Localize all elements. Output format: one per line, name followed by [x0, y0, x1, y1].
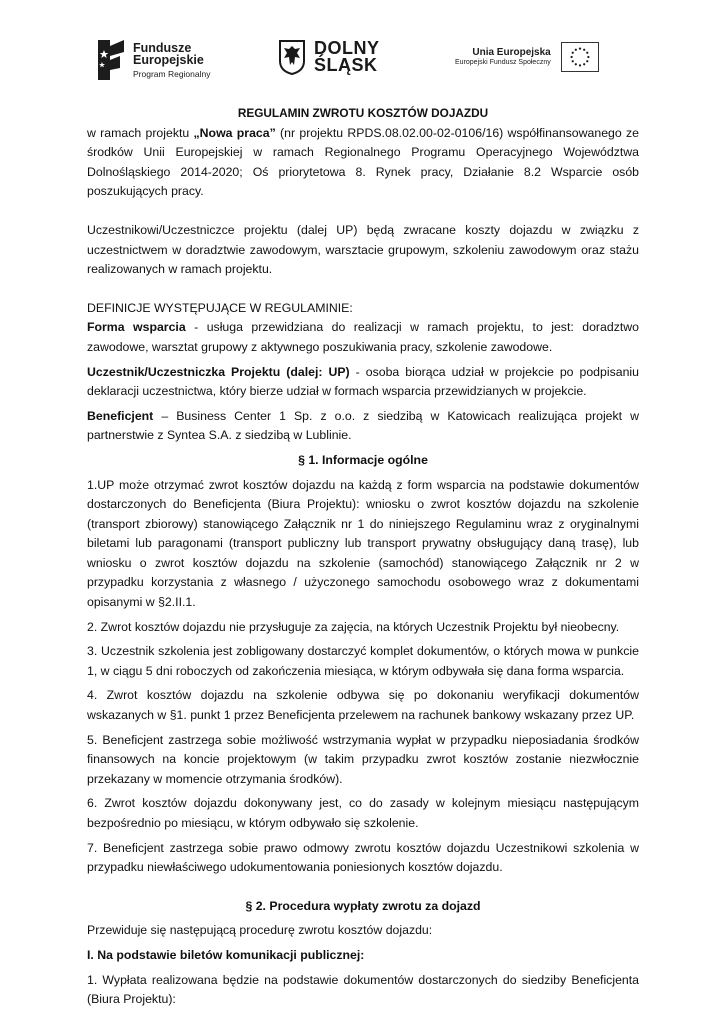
definition-text: - usługa przewidziana do realizacji w ramach projektu, to jest: doradztwo zawodowe, warsztat grupowy z aktywnego poszukiwania pracy, szkolenie zawodowe. — [87, 320, 639, 354]
section1-item: 1.UP może otrzymać zwrot kosztów dojazdu na każdą z form wsparcia na podstawie dokumentów dostarczonych do Beneficjenta (Biura Projektu): wniosku o zwrot kosztów dojazdu na szkolenie (transport zbiorowy) stanowiącego Załącznik nr 1 do niniejszego Regulaminu wraz z oryginalnymi biletami lub paragonami (transport publiczny lub transport prywatny obsługujący daną trasę), lub wniosku o zwrot kosztów dojazdu na szkolenie (samochód) stanowiącego Załącznik nr 2 w przypadku korzystania z własnego / użyczonego samochodu osobowego wraz z dokumentami opisanymi w §2.II.1. — [87, 477, 639, 610]
definition-item — [87, 363, 639, 402]
fundusze-europejskie-logo — [96, 36, 210, 84]
definition-text: – Business Center 1 Sp. z o.o. z siedzibą w Katowicach realizująca projekt w partnerstwie z Syntea S.A. z siedzibą w Lublinie. — [87, 408, 639, 443]
fundusze-line1: Fundusze — [133, 40, 192, 55]
participants-paragraph: Uczestnikowi/Uczestniczce projektu (dalej UP) będą zwracane koszty dojazdu w związku z uczestnictwem w doradztwie zawodowym, warsztacie grupowym, szkoleniu zawodowym oraz stażu realizowanych w ramach projektu. — [87, 222, 639, 277]
section1-item: 7. Beneficjent zastrzega sobie prawo odmowy zwrotu kosztów dojazdu Uczestnikowi szkolenia w przypadku niewłaściwego udokumentowania poniesionych kosztów dojazdu. — [87, 840, 639, 875]
slask-text: ŚLĄSK — [314, 55, 378, 75]
unia-europejska-logo — [455, 42, 599, 72]
section1-item: 3. Uczestnik szkolenia jest zobligowany dostarczyć komplet dokumentów, o których mowa w punkcie 1, w ciągu 5 dni roboczych od zakończenia miesiąca, w którym odbywała się dana forma wsparcia. — [87, 644, 639, 678]
fundusze-line3: Program Regionalny — [133, 68, 211, 79]
header-logos — [0, 34, 724, 94]
definition-term: Forma wsparcia — [87, 320, 186, 335]
unia-line1: Unia Europejska — [472, 46, 551, 58]
intro-pre: w ramach projektu — [87, 125, 194, 140]
section2-item: 1. Wypłata realizowana będzie na podstawie dokumentów dostarczonych do siedziby Beneficjenta (Biura Projektu): — [87, 972, 639, 1007]
document-title: REGULAMIN ZWROTU KOSZTÓW DOJAZDU — [237, 106, 489, 120]
intro-paragraph — [87, 124, 639, 202]
unia-line2: Europejski Fundusz Społeczny — [455, 58, 551, 66]
definition-text: - osoba biorąca udział w projekcie po podpisaniu deklaracji uczestnictwa, który bierze udział w formach wsparcia przewidzianych w projekcie. — [87, 364, 639, 399]
definition-term: Beneficjent — [87, 408, 154, 423]
section1-item: 6. Zwrot kosztów dojazdu dokonywany jest, co do zasady w kolejnym miesiącu następującym bezpośrednio po miesiącu, w którym odbywało się szkolenie. — [87, 796, 639, 830]
intro-post: (nr projektu RPDS.08.02.00-02-0106/16) współfinansowanego ze środków Unii Europejskiej w ramach Regionalnego Programu Operacyjnego Województwa Dolnośląskiego 2014-2020; Oś priorytetowa 8. Rynek pracy, Działanie 8.2 Wsparcie osób poszukujących pracy. — [87, 125, 640, 199]
definition-item — [87, 318, 639, 357]
definitions-heading: DEFINICJE WYSTĘPUJĄCE W REGULAMINIE: — [87, 300, 353, 315]
fundusze-europejskie-mark-icon — [96, 36, 126, 84]
project-name: „Nowa praca” — [193, 125, 276, 140]
section2-heading-text: § 2. Procedura wypłaty zwrotu za dojazd — [245, 898, 481, 913]
fundusze-line2: Europejskie — [133, 53, 204, 68]
dolny-text: DOLNY — [314, 37, 380, 58]
definition-term: Uczestnik/Uczestniczka Projektu (dalej: UP) — [87, 364, 350, 379]
document-body — [87, 104, 639, 1010]
section1-heading — [87, 451, 639, 471]
section1-item: 2. Zwrot kosztów dojazdu nie przysługuje za zajęcia, na których Uczestnik Projektu był nieobecny. — [87, 619, 620, 634]
eu-flag-icon — [561, 42, 599, 72]
section1-item: 5. Beneficjent zastrzega sobie możliwość wstrzymania wypłat w przypadku nieposiadania środków finansowych na koncie projektowym (w takim przypadku zwrot kosztów zostanie niezwłocznie przekazany w momencie otrzymania środków). — [87, 732, 639, 786]
section2-intro: Przewiduje się następującą procedurę zwrotu kosztów dojazdu: — [87, 923, 433, 938]
definition-item — [87, 407, 639, 446]
eagle-shield-icon — [278, 39, 306, 75]
dolny-slask-logo — [278, 39, 380, 75]
section1-item: 4. Zwrot kosztów dojazdu na szkolenie odbywa się po dokonaniu weryfikacji dokumentów wskazanych w §1. punkt 1 przez Beneficjenta przelewem na rachunek bankowy wskazany przez UP. — [87, 688, 639, 723]
section2-subheading — [87, 946, 639, 966]
section2-subheading-text: I. Na podstawie biletów komunikacji publicznej: — [87, 947, 365, 962]
section2-heading — [87, 897, 639, 917]
section1-heading-text: § 1. Informacje ogólne — [298, 452, 428, 467]
